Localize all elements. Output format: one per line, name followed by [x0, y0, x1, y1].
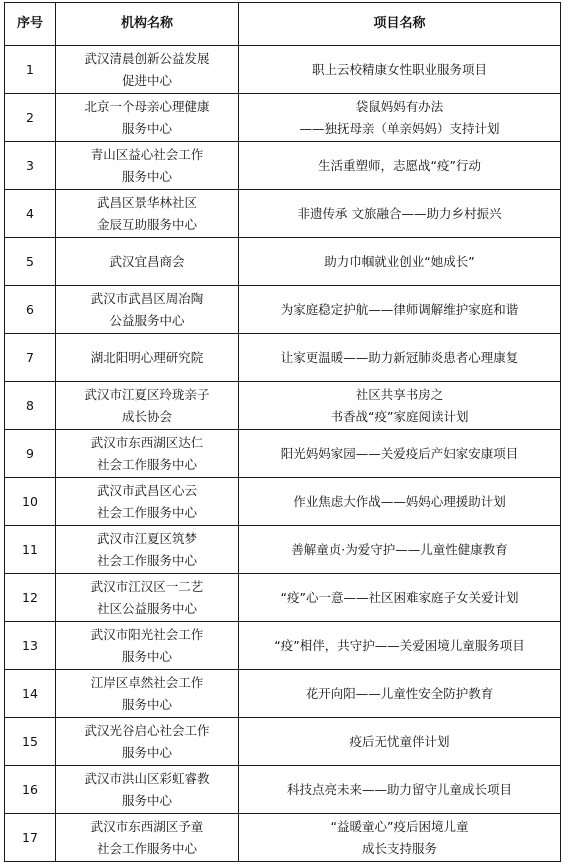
table-row	[5, 430, 561, 478]
cell-project-name	[239, 430, 561, 478]
cell-project-name	[239, 382, 561, 430]
project-name-line: 非遗传承 文旅融合——助力乡村振兴	[297, 205, 502, 221]
cell-project-name	[239, 238, 561, 286]
organization-name-line: 金辰互助服务中心	[96, 216, 197, 232]
cell-project-name	[239, 190, 561, 238]
cell-project-name	[239, 334, 561, 382]
project-name-line: 疫后无忧童伴计划	[349, 733, 450, 749]
cell-project-name	[239, 94, 561, 142]
table-row	[5, 718, 561, 766]
project-name-line: 助力巾帼就业创业“她成长”	[324, 253, 475, 269]
cell-serial-number: 17	[5, 814, 56, 862]
organization-name-line: 服务中心	[121, 792, 172, 808]
table-row	[5, 478, 561, 526]
cell-organization-name	[56, 766, 239, 814]
table-row	[5, 766, 561, 814]
table-row	[5, 142, 561, 190]
cell-serial-number: 13	[5, 622, 56, 670]
organization-name-line: 武汉市江夏区筑梦	[96, 530, 197, 546]
cell-project-name	[239, 478, 561, 526]
project-name-line: 社区共享书房之	[355, 386, 444, 402]
project-name-line: “疫”心一意——社区困难家庭子女关爱计划	[280, 589, 519, 605]
cell-serial-number: 1	[5, 46, 56, 94]
organization-name-line: 服务中心	[121, 744, 172, 760]
organization-name-line: 服务中心	[121, 696, 172, 712]
cell-project-name	[239, 622, 561, 670]
table-row	[5, 190, 561, 238]
organization-name-line: 北京一个母亲心理健康	[84, 98, 210, 114]
cell-serial-number: 5	[5, 238, 56, 286]
table-row	[5, 238, 561, 286]
cell-serial-number: 6	[5, 286, 56, 334]
cell-organization-name	[56, 334, 239, 382]
cell-project-name	[239, 142, 561, 190]
organization-name-line: 社会工作服务中心	[96, 840, 197, 856]
project-name-line: 善解童贞·为爱守护——儿童性健康教育	[291, 541, 508, 557]
organization-name-line: 社会工作服务中心	[96, 552, 197, 568]
project-name-line: 作业焦虑大作战——妈妈心理援助计划	[293, 493, 506, 509]
organization-name-line: 武汉市阳光社会工作	[90, 626, 204, 642]
table-row	[5, 670, 561, 718]
cell-serial-number: 9	[5, 430, 56, 478]
cell-project-name	[239, 286, 561, 334]
cell-serial-number: 3	[5, 142, 56, 190]
cell-organization-name	[56, 718, 239, 766]
organization-name-line: 江岸区卓然社会工作	[90, 674, 204, 690]
header-serial-number: 序号	[5, 3, 56, 46]
cell-organization-name	[56, 574, 239, 622]
project-name-line: “益暖童心”疫后困境儿童	[330, 818, 469, 834]
cell-project-name	[239, 814, 561, 862]
project-name-line: 科技点亮未来——助力留守儿童成长项目	[286, 781, 512, 797]
cell-serial-number: 7	[5, 334, 56, 382]
organization-name-line: 武昌区景华林社区	[96, 194, 197, 210]
organization-name-line: 服务中心	[121, 648, 172, 664]
table-row	[5, 814, 561, 862]
organization-name-line: 公益服务中心	[109, 312, 185, 328]
project-name-line: 职上云校精康女性职业服务项目	[311, 61, 487, 77]
organization-name-line: 社会工作服务中心	[96, 456, 197, 472]
organization-name-line: 武汉清晨创新公益发展	[84, 50, 210, 66]
project-name-line: 成长支持服务	[361, 840, 437, 856]
cell-organization-name	[56, 238, 239, 286]
organization-name-line: 服务中心	[121, 120, 172, 136]
cell-organization-name	[56, 382, 239, 430]
cell-serial-number: 11	[5, 526, 56, 574]
project-name-line: 花开向阳——儿童性安全防护教育	[305, 685, 494, 701]
table-row	[5, 526, 561, 574]
cell-serial-number: 16	[5, 766, 56, 814]
cell-project-name	[239, 46, 561, 94]
project-name-line: 书香战“疫”家庭阅读计划	[330, 408, 469, 424]
table-row	[5, 46, 561, 94]
organization-name-line: 武汉市东西湖区达仁	[90, 434, 204, 450]
organization-name-line: 社区公益服务中心	[96, 600, 197, 616]
table-row	[5, 622, 561, 670]
cell-organization-name	[56, 478, 239, 526]
cell-organization-name	[56, 190, 239, 238]
organization-name-line: 服务中心	[121, 168, 172, 184]
organization-name-line: 武汉光谷启心社会工作	[84, 722, 210, 738]
cell-project-name	[239, 718, 561, 766]
cell-organization-name	[56, 622, 239, 670]
cell-organization-name	[56, 142, 239, 190]
organization-name-line: 促进中心	[121, 72, 172, 88]
project-name-line: “疫”相伴，共守护——关爱困境儿童服务项目	[274, 637, 525, 653]
cell-organization-name	[56, 430, 239, 478]
cell-serial-number: 2	[5, 94, 56, 142]
organization-project-table	[4, 2, 561, 862]
organization-name-line: 武汉宜昌商会	[109, 253, 185, 269]
cell-serial-number: 14	[5, 670, 56, 718]
organization-name-line: 武汉市江汉区一二艺	[90, 578, 204, 594]
cell-serial-number: 4	[5, 190, 56, 238]
organization-name-line: 武汉市武昌区心云	[96, 482, 197, 498]
project-name-line: ——独抚母亲（单亲妈妈）支持计划	[299, 120, 500, 136]
cell-serial-number: 12	[5, 574, 56, 622]
cell-project-name	[239, 670, 561, 718]
organization-name-line: 武汉市江夏区玲珑亲子	[84, 386, 210, 402]
organization-name-line: 青山区益心社会工作	[90, 146, 204, 162]
organization-name-line: 社会工作服务中心	[96, 504, 197, 520]
table-row	[5, 94, 561, 142]
organization-name-line: 武汉市东西湖区予童	[90, 818, 204, 834]
cell-organization-name	[56, 814, 239, 862]
cell-organization-name	[56, 46, 239, 94]
table-row	[5, 574, 561, 622]
project-name-line: 生活重塑师，志愿战“疫”行动	[318, 157, 481, 173]
cell-organization-name	[56, 94, 239, 142]
organization-name-line: 武汉市洪山区彩虹睿教	[84, 770, 210, 786]
cell-project-name	[239, 574, 561, 622]
table-row	[5, 382, 561, 430]
table-row	[5, 334, 561, 382]
project-name-line: 为家庭稳定护航——律师调解维护家庭和谐	[280, 301, 519, 317]
cell-organization-name	[56, 526, 239, 574]
header-organization-name: 机构名称	[56, 3, 239, 46]
table-row	[5, 286, 561, 334]
table-header-row	[5, 3, 561, 46]
organization-name-line: 湖北阳明心理研究院	[90, 349, 204, 365]
project-name-line: 让家更温暖——助力新冠肺炎患者心理康复	[280, 349, 519, 365]
project-name-line: 袋鼠妈妈有办法	[355, 98, 444, 114]
cell-project-name	[239, 766, 561, 814]
cell-organization-name	[56, 286, 239, 334]
table-body	[5, 46, 561, 862]
cell-serial-number: 10	[5, 478, 56, 526]
cell-serial-number: 15	[5, 718, 56, 766]
cell-project-name	[239, 526, 561, 574]
cell-organization-name	[56, 670, 239, 718]
header-project-name: 项目名称	[239, 3, 561, 46]
project-name-line: 阳光妈妈家园——关爱疫后产妇家安康项目	[280, 445, 519, 461]
cell-serial-number: 8	[5, 382, 56, 430]
organization-name-line: 成长协会	[121, 408, 172, 424]
organization-name-line: 武汉市武昌区周冶陶	[90, 290, 204, 306]
